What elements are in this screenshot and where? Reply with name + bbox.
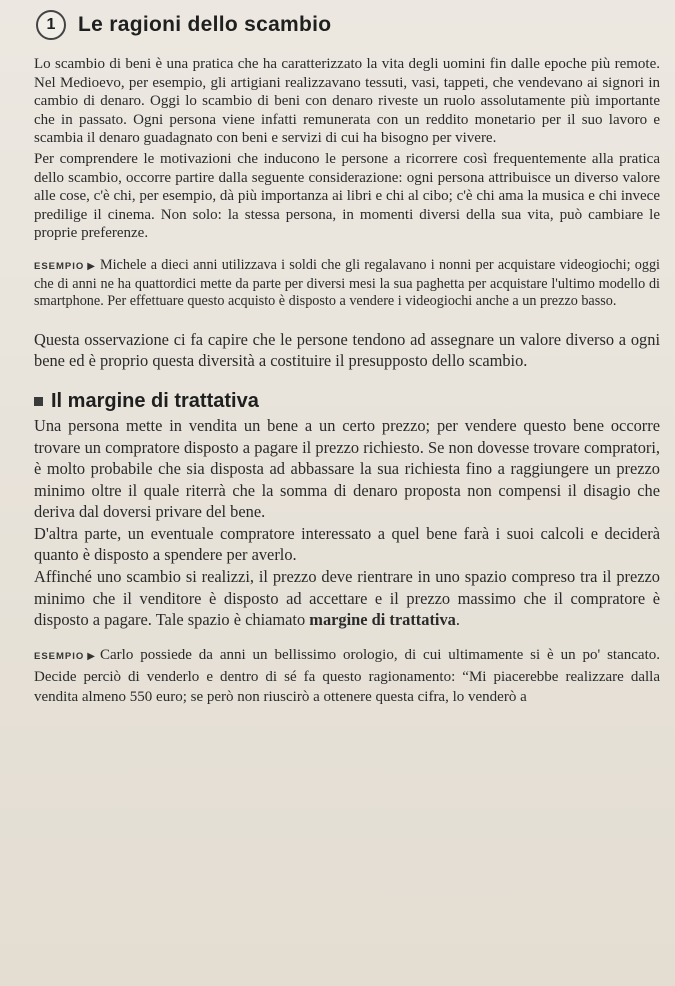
sentence-end: . [455,610,460,630]
paragraph-observation: Questa osservazione ci fa capire che le persone tendono ad assegnare un valore diverso a ogni bene ed è proprio questa diversità a costituire il presupposto dello scambio. [34,329,660,371]
triangle-arrow-icon: ▶ [87,260,95,272]
section-number-badge: 1 [36,10,66,40]
margin-definition-text: Affinché uno scambio si realizzi, il prezzo deve rientrare in uno spazio compreso tra il prezzo minimo che il venditore è disposto ad accettare e il prezzo massimo che il compratore è disposto a pagare. Tale spazio è chiamato [34,567,660,630]
example-box-michele [34,257,660,311]
example-label: ESEMPIO [34,260,85,272]
body-text [34,55,660,707]
paragraph-buyer: D'altra parte, un eventuale compratore interessato a quel bene farà i suoi calcoli e deciderà quanto è disposto a spendere per averlo. [34,523,660,565]
subsection-title: Il margine di trattativa [51,389,259,412]
example-label: ESEMPIO [34,650,85,662]
triangle-arrow-icon: ▶ [87,650,95,662]
example-text: Carlo possiede da anni un bellissimo orologio, di cui ultimamente si è un po' stancato. Decide perciò di venderlo e dentro di sé fa questo ragionamento: “Mi piacerebbe realizzare dalla vendita almeno 550 euro; se però non riuscirò a ottenere questa cifra, lo venderò a [34,646,660,705]
subsection-heading [34,390,660,413]
example-text: Michele a dieci anni utilizzava i soldi che gli regalavano i nonni per acquistare videogiochi; oggi che di anni ne ha quattordici mette da parte per diversi mesi la sua paghetta per acquistare l'ultimo modello di smartphone. Per effettuare questo acquisto è disposto a vendere i videogiochi anche a un prezzo basso. [34,256,660,310]
paragraph-intro: Lo scambio di beni è una pratica che ha caratterizzato la vita degli uomini fin dalle epoche più remote. Nel Medioevo, per esempio, gli artigiani realizzavano tessuti, vasi, tappeti, che vendevano ai signori in cambio di denaro. Oggi lo scambio di beni con denaro riveste un ruolo assolutamente più importante che in passato. Ogni persona viene infatti remunerata con un reddito monetario per il suo lavoro e scambia il denaro guadagnato con beni e servizi di cui ha bisogno per vivere. [34,56,660,147]
square-bullet-icon [34,397,43,406]
term-margine-di-trattativa: margine di trattativa [309,610,456,630]
section-title: Le ragioni dello scambio [78,13,332,36]
section-heading [36,10,331,40]
paragraph-margin-definition [34,566,660,631]
paragraph-motivations: Per comprendere le motivazioni che inducono le persone a ricorrere così frequentemente alla pratica dello scambio, occorre partire dalla seguente considerazione: ogni persona attribuisce un diverso valore alle cose, c'è chi, per esempio, dà più importanza ai libri e chi al cibo; c'è chi ama la musica e chi invece predilige il cinema. Non solo: la stessa persona, in momenti diversi della sua vita, può cambiare le proprie preferenze. [34,150,660,242]
example-box-carlo [34,645,660,707]
paragraph-seller: Una persona mette in vendita un bene a un certo prezzo; per vendere questo bene occorre trovare un compratore disposto a pagare il prezzo richiesto. Se non dovesse trovare compratori, è molto probabile che sia disposta ad abbassare la sua richiesta fino a raggiungere un prezzo minimo oltre il quale riterrà che la somma di denaro proposta non compensi il disagio che deriva dal doversi privare del bene. [34,415,660,522]
